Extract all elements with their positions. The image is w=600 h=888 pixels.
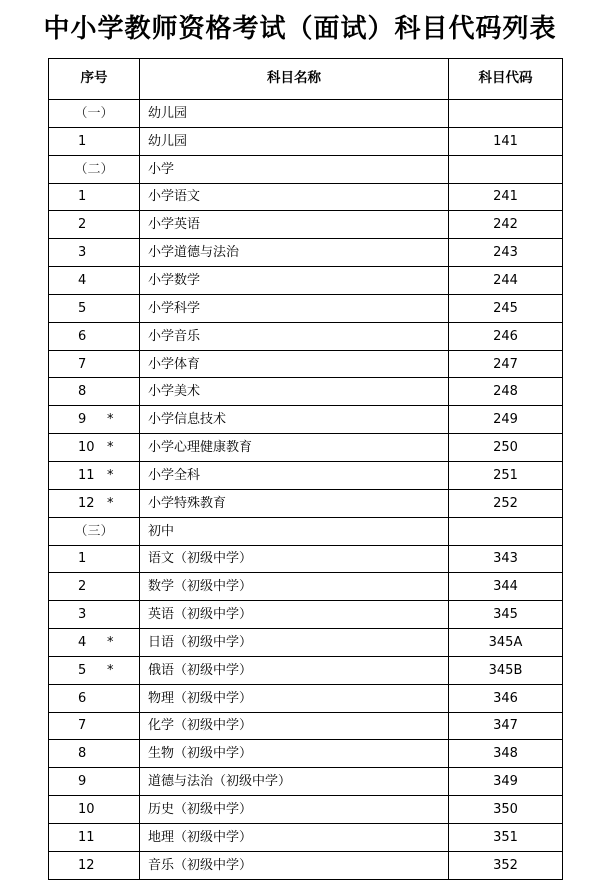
row-number: 4 [78,634,87,650]
subject-code: 242 [449,211,563,239]
subject-code: 349 [449,768,563,796]
subject-name: 英语（初级中学） [140,601,449,629]
table-row [49,768,563,796]
row-number-cell [49,601,140,629]
row-number-cell [49,740,140,768]
header-name: 科目名称 [140,59,449,100]
subject-code: 345B [449,656,563,684]
subject-code: 345A [449,629,563,657]
table-row [49,378,563,406]
subject-code: 347 [449,712,563,740]
row-number: 10 [78,440,95,456]
row-number: 10 [78,802,95,818]
section-name: 幼儿园 [140,100,449,128]
table-row [49,684,563,712]
subject-name: 音乐（初级中学） [140,851,449,879]
table-row [49,629,563,657]
subject-name: 小学特殊教育 [140,489,449,517]
subject-code: 350 [449,796,563,824]
subject-name: 小学信息技术 [140,406,449,434]
subject-name: 小学音乐 [140,322,449,350]
row-number-cell: 10 * [49,434,140,462]
subject-code [449,517,563,545]
row-number-cell [49,267,140,295]
subject-name: 语文（初级中学） [140,545,449,573]
table-row [49,211,563,239]
subject-name: 幼儿园 [140,127,449,155]
subject-code [449,155,563,183]
subject-code-table [48,58,563,880]
table-row [49,823,563,851]
subject-name: 小学全科 [140,461,449,489]
section-row [49,517,563,545]
subject-code: 247 [449,350,563,378]
table-row [49,851,563,879]
row-number: 2 [78,217,87,233]
row-number-cell [49,851,140,879]
row-number-cell [49,322,140,350]
row-number: 11 [78,467,95,483]
subject-name: 道德与法治（初级中学） [140,768,449,796]
section-number: （一） [49,100,140,128]
row-number: 3 [78,245,87,261]
row-number-cell [49,350,140,378]
subject-code: 245 [449,294,563,322]
subject-name: 地理（初级中学） [140,823,449,851]
row-number-cell [49,712,140,740]
subject-name: 化学（初级中学） [140,712,449,740]
subject-name: 历史（初级中学） [140,796,449,824]
row-number: 6 [78,690,87,706]
subject-code: 141 [449,127,563,155]
subject-code: 352 [449,851,563,879]
subject-code: 252 [449,489,563,517]
table-row [49,740,563,768]
row-number-cell [49,796,140,824]
subject-name: 小学美术 [140,378,449,406]
row-number-cell [49,545,140,573]
subject-code: 251 [449,461,563,489]
row-number-cell: 11 * [49,461,140,489]
table-row [49,796,563,824]
subject-code: 243 [449,239,563,267]
row-number-cell [49,294,140,322]
table-row [49,350,563,378]
subject-code: 244 [449,267,563,295]
subject-name: 小学科学 [140,294,449,322]
row-number-cell [49,211,140,239]
subject-name: 小学语文 [140,183,449,211]
row-number: 1 [78,133,87,149]
row-number: 4 [78,272,87,288]
table-row [49,183,563,211]
page-title: 中小学教师资格考试（面试）科目代码列表 [43,14,557,44]
row-number-cell [49,823,140,851]
table-row [49,461,563,489]
row-number: 8 [78,384,87,400]
table-row [49,127,563,155]
row-number: 9 [78,412,87,428]
row-number: 5 [78,300,87,316]
table-row [49,656,563,684]
row-number: 12 [78,857,95,873]
row-number-cell [49,378,140,406]
row-number-cell [49,684,140,712]
subject-name: 数学（初级中学） [140,573,449,601]
row-number-cell [49,768,140,796]
table-row [49,294,563,322]
row-number: 7 [78,718,87,734]
row-number-cell [49,239,140,267]
section-row [49,100,563,128]
row-number: 1 [78,551,87,567]
table-row [49,489,563,517]
subject-code: 248 [449,378,563,406]
subject-name: 日语（初级中学） [140,629,449,657]
section-name: 小学 [140,155,449,183]
subject-code [449,100,563,128]
row-number: 6 [78,328,87,344]
row-number: 11 [78,829,95,845]
table-row [49,267,563,295]
table-row [49,545,563,573]
subject-code: 343 [449,545,563,573]
subject-name: 小学道德与法治 [140,239,449,267]
row-number: 8 [78,746,87,762]
subject-code: 345 [449,601,563,629]
subject-name: 小学英语 [140,211,449,239]
table-body [49,100,563,880]
subject-name: 小学体育 [140,350,449,378]
table-header-row [49,59,563,100]
subject-name: 生物（初级中学） [140,740,449,768]
table-row [49,239,563,267]
subject-code: 346 [449,684,563,712]
section-number: （二） [49,155,140,183]
subject-code: 344 [449,573,563,601]
subject-code: 246 [449,322,563,350]
row-number: 12 [78,495,95,511]
row-number-cell [49,127,140,155]
row-number: 9 [78,774,87,790]
subject-code: 348 [449,740,563,768]
row-number-cell: 4 * [49,629,140,657]
row-number-cell: 12 * [49,489,140,517]
header-code: 科目代码 [449,59,563,100]
table-row [49,434,563,462]
row-number: 2 [78,579,87,595]
table-row [49,573,563,601]
row-number-cell: 9 * [49,406,140,434]
table-row [49,601,563,629]
subject-name: 小学心理健康教育 [140,434,449,462]
subject-code: 249 [449,406,563,434]
subject-name: 小学数学 [140,267,449,295]
section-name: 初中 [140,517,449,545]
subject-code: 351 [449,823,563,851]
row-number: 7 [78,356,87,372]
section-number: （三） [49,517,140,545]
subject-name: 俄语（初级中学） [140,656,449,684]
row-number: 3 [78,607,87,623]
subject-code: 241 [449,183,563,211]
table-row [49,406,563,434]
subject-code: 250 [449,434,563,462]
row-number: 1 [78,189,87,205]
row-number-cell: 5 * [49,656,140,684]
table-row [49,322,563,350]
subject-name: 物理（初级中学） [140,684,449,712]
row-number: 5 [78,662,87,678]
row-number-cell [49,573,140,601]
header-no: 序号 [49,59,140,100]
row-number-cell [49,183,140,211]
section-row [49,155,563,183]
table-row [49,712,563,740]
